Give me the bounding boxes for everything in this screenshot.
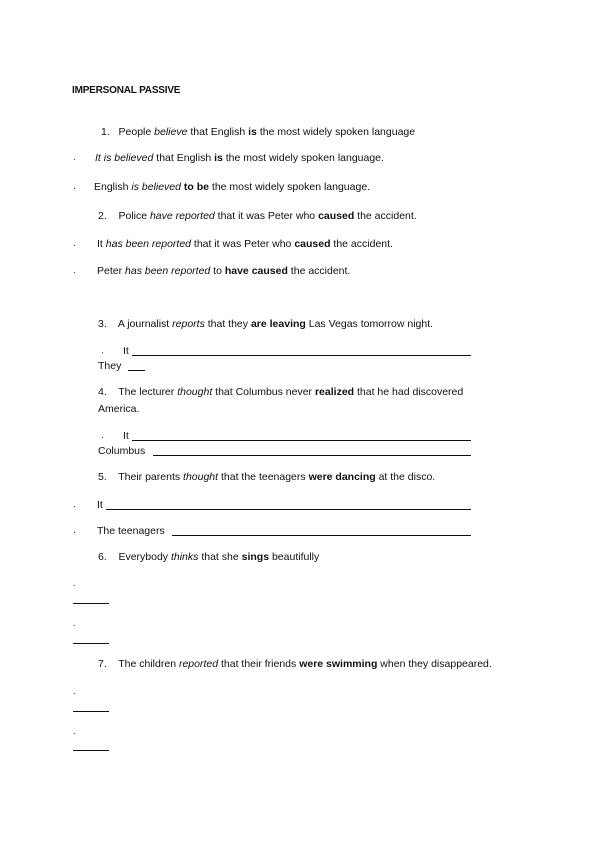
sentence-text: Their parents [118, 471, 184, 483]
sentence-text: that they [204, 318, 251, 330]
exercise-4-sentence-cont: America. [98, 403, 140, 415]
sentence-verb: reported [178, 658, 219, 670]
answer-blank-line[interactable] [73, 750, 109, 751]
sentence-keyword: were dancing [308, 471, 376, 483]
bullet: · [73, 240, 76, 250]
answer-text: the most widely spoken language. [208, 181, 371, 193]
exercise-5-answer-b-label: The teenagers [97, 525, 165, 537]
sentence-text: at the disco. [375, 471, 436, 483]
exercise-number: 4. [98, 386, 107, 398]
exercise-5-sentence [98, 470, 435, 484]
exercise-7-sentence [98, 657, 492, 671]
exercise-4-sentence [98, 385, 463, 399]
answer-blank-line[interactable] [132, 355, 471, 356]
sentence-text: when they disappeared. [377, 658, 492, 670]
bullet: · [73, 154, 76, 164]
sentence-text: Las Vegas tomorrow night. [305, 318, 434, 330]
sentence-text: the most widely spoken language [256, 126, 416, 138]
answer-text: to [210, 265, 225, 277]
answer-blank-line[interactable] [153, 455, 471, 456]
sentence-text: the accident. [354, 210, 417, 222]
answer-blank-line[interactable] [73, 711, 109, 712]
exercise-number: 7. [98, 658, 107, 670]
answer-text: that it was Peter who [191, 238, 295, 250]
exercise-6-sentence [98, 550, 319, 564]
sentence-verb: believe [154, 126, 188, 138]
dot-marker: . [73, 686, 76, 696]
bullet: · [73, 501, 76, 511]
answer-verb: has been reported [125, 265, 211, 277]
exercise-3-answer-b-label: They [98, 360, 122, 372]
answer-text: the accident. [287, 265, 351, 277]
sentence-text: People [118, 126, 155, 138]
sentence-text: that English [187, 126, 249, 138]
sentence-text: The children [118, 658, 179, 670]
answer-verb: has been reported [105, 238, 191, 250]
sentence-verb: thought [183, 471, 219, 483]
exercise-2-sentence [98, 209, 417, 223]
exercise-number: 1. [101, 126, 110, 138]
exercise-number: 6. [98, 551, 107, 563]
bullet: · [101, 347, 104, 357]
bullet: · [101, 432, 104, 442]
exercise-number: 2. [98, 210, 107, 222]
dot-marker: . [73, 726, 76, 736]
answer-blank-line[interactable] [172, 535, 471, 536]
bullet: · [73, 267, 76, 277]
answer-keyword: is [214, 152, 223, 164]
exercise-2-answer-b [97, 264, 350, 278]
sentence-text: Police [118, 210, 150, 222]
sentence-verb: reports [172, 318, 205, 330]
answer-blank-line[interactable] [106, 509, 471, 510]
answer-blank-line[interactable] [132, 440, 471, 441]
answer-blank-line[interactable] [73, 643, 109, 644]
sentence-verb: thinks [170, 551, 199, 563]
sentence-text: A journalist [117, 318, 173, 330]
sentence-text: that it was Peter who [214, 210, 319, 222]
bullet: · [73, 183, 76, 193]
sentence-text: that Columbus never [212, 386, 315, 398]
answer-text: English [94, 181, 132, 193]
exercise-1-answer-b [94, 180, 370, 194]
answer-text: the accident. [330, 238, 393, 250]
sentence-text: The lecturer [118, 386, 178, 398]
sentence-keyword: realized [314, 386, 355, 398]
sentence-text: that their friends [218, 658, 300, 670]
answer-verb: is believed [131, 181, 181, 193]
sentence-verb: thought [177, 386, 213, 398]
exercise-1-sentence [101, 125, 415, 139]
answer-keyword: have caused [224, 265, 288, 277]
sentence-text: that the teenagers [218, 471, 309, 483]
exercise-3-sentence [98, 317, 433, 331]
sentence-keyword: are leaving [250, 318, 306, 330]
sentence-text: that he had discovered [354, 386, 464, 398]
page-title: IMPERSONAL PASSIVE [72, 85, 181, 96]
exercise-3-answer-a-label: It [123, 345, 129, 357]
exercise-5-answer-a-label: It [97, 499, 103, 511]
answer-text: Peter [97, 265, 126, 277]
sentence-keyword: is [248, 126, 257, 138]
answer-keyword: caused [294, 238, 331, 250]
exercise-2-answer-a [97, 237, 393, 251]
bullet: · [73, 527, 76, 537]
sentence-keyword: caused [318, 210, 355, 222]
sentence-text: Everybody [118, 551, 171, 563]
answer-text: It [97, 238, 106, 250]
answer-keyword: to be [180, 181, 209, 193]
dot-marker: . [73, 578, 76, 588]
exercise-number: 5. [98, 471, 107, 483]
exercise-4-answer-b-label: Columbus [98, 445, 146, 457]
sentence-text: beautifully [269, 551, 320, 563]
exercise-1-answer-a [95, 151, 384, 165]
answer-blank-line[interactable] [128, 370, 145, 371]
dot-marker: . [73, 618, 76, 628]
answer-text: It is believed [95, 152, 154, 164]
answer-blank-line[interactable] [73, 603, 109, 604]
exercise-number: 3. [98, 318, 107, 330]
exercise-4-answer-a-label: It [123, 430, 129, 442]
sentence-verb: have reported [149, 210, 215, 222]
answer-text: the most widely spoken language. [222, 152, 384, 164]
sentence-text: that she [198, 551, 242, 563]
sentence-keyword: sings [241, 551, 270, 563]
sentence-keyword: were swimming [299, 658, 378, 670]
answer-text: that English [153, 152, 215, 164]
